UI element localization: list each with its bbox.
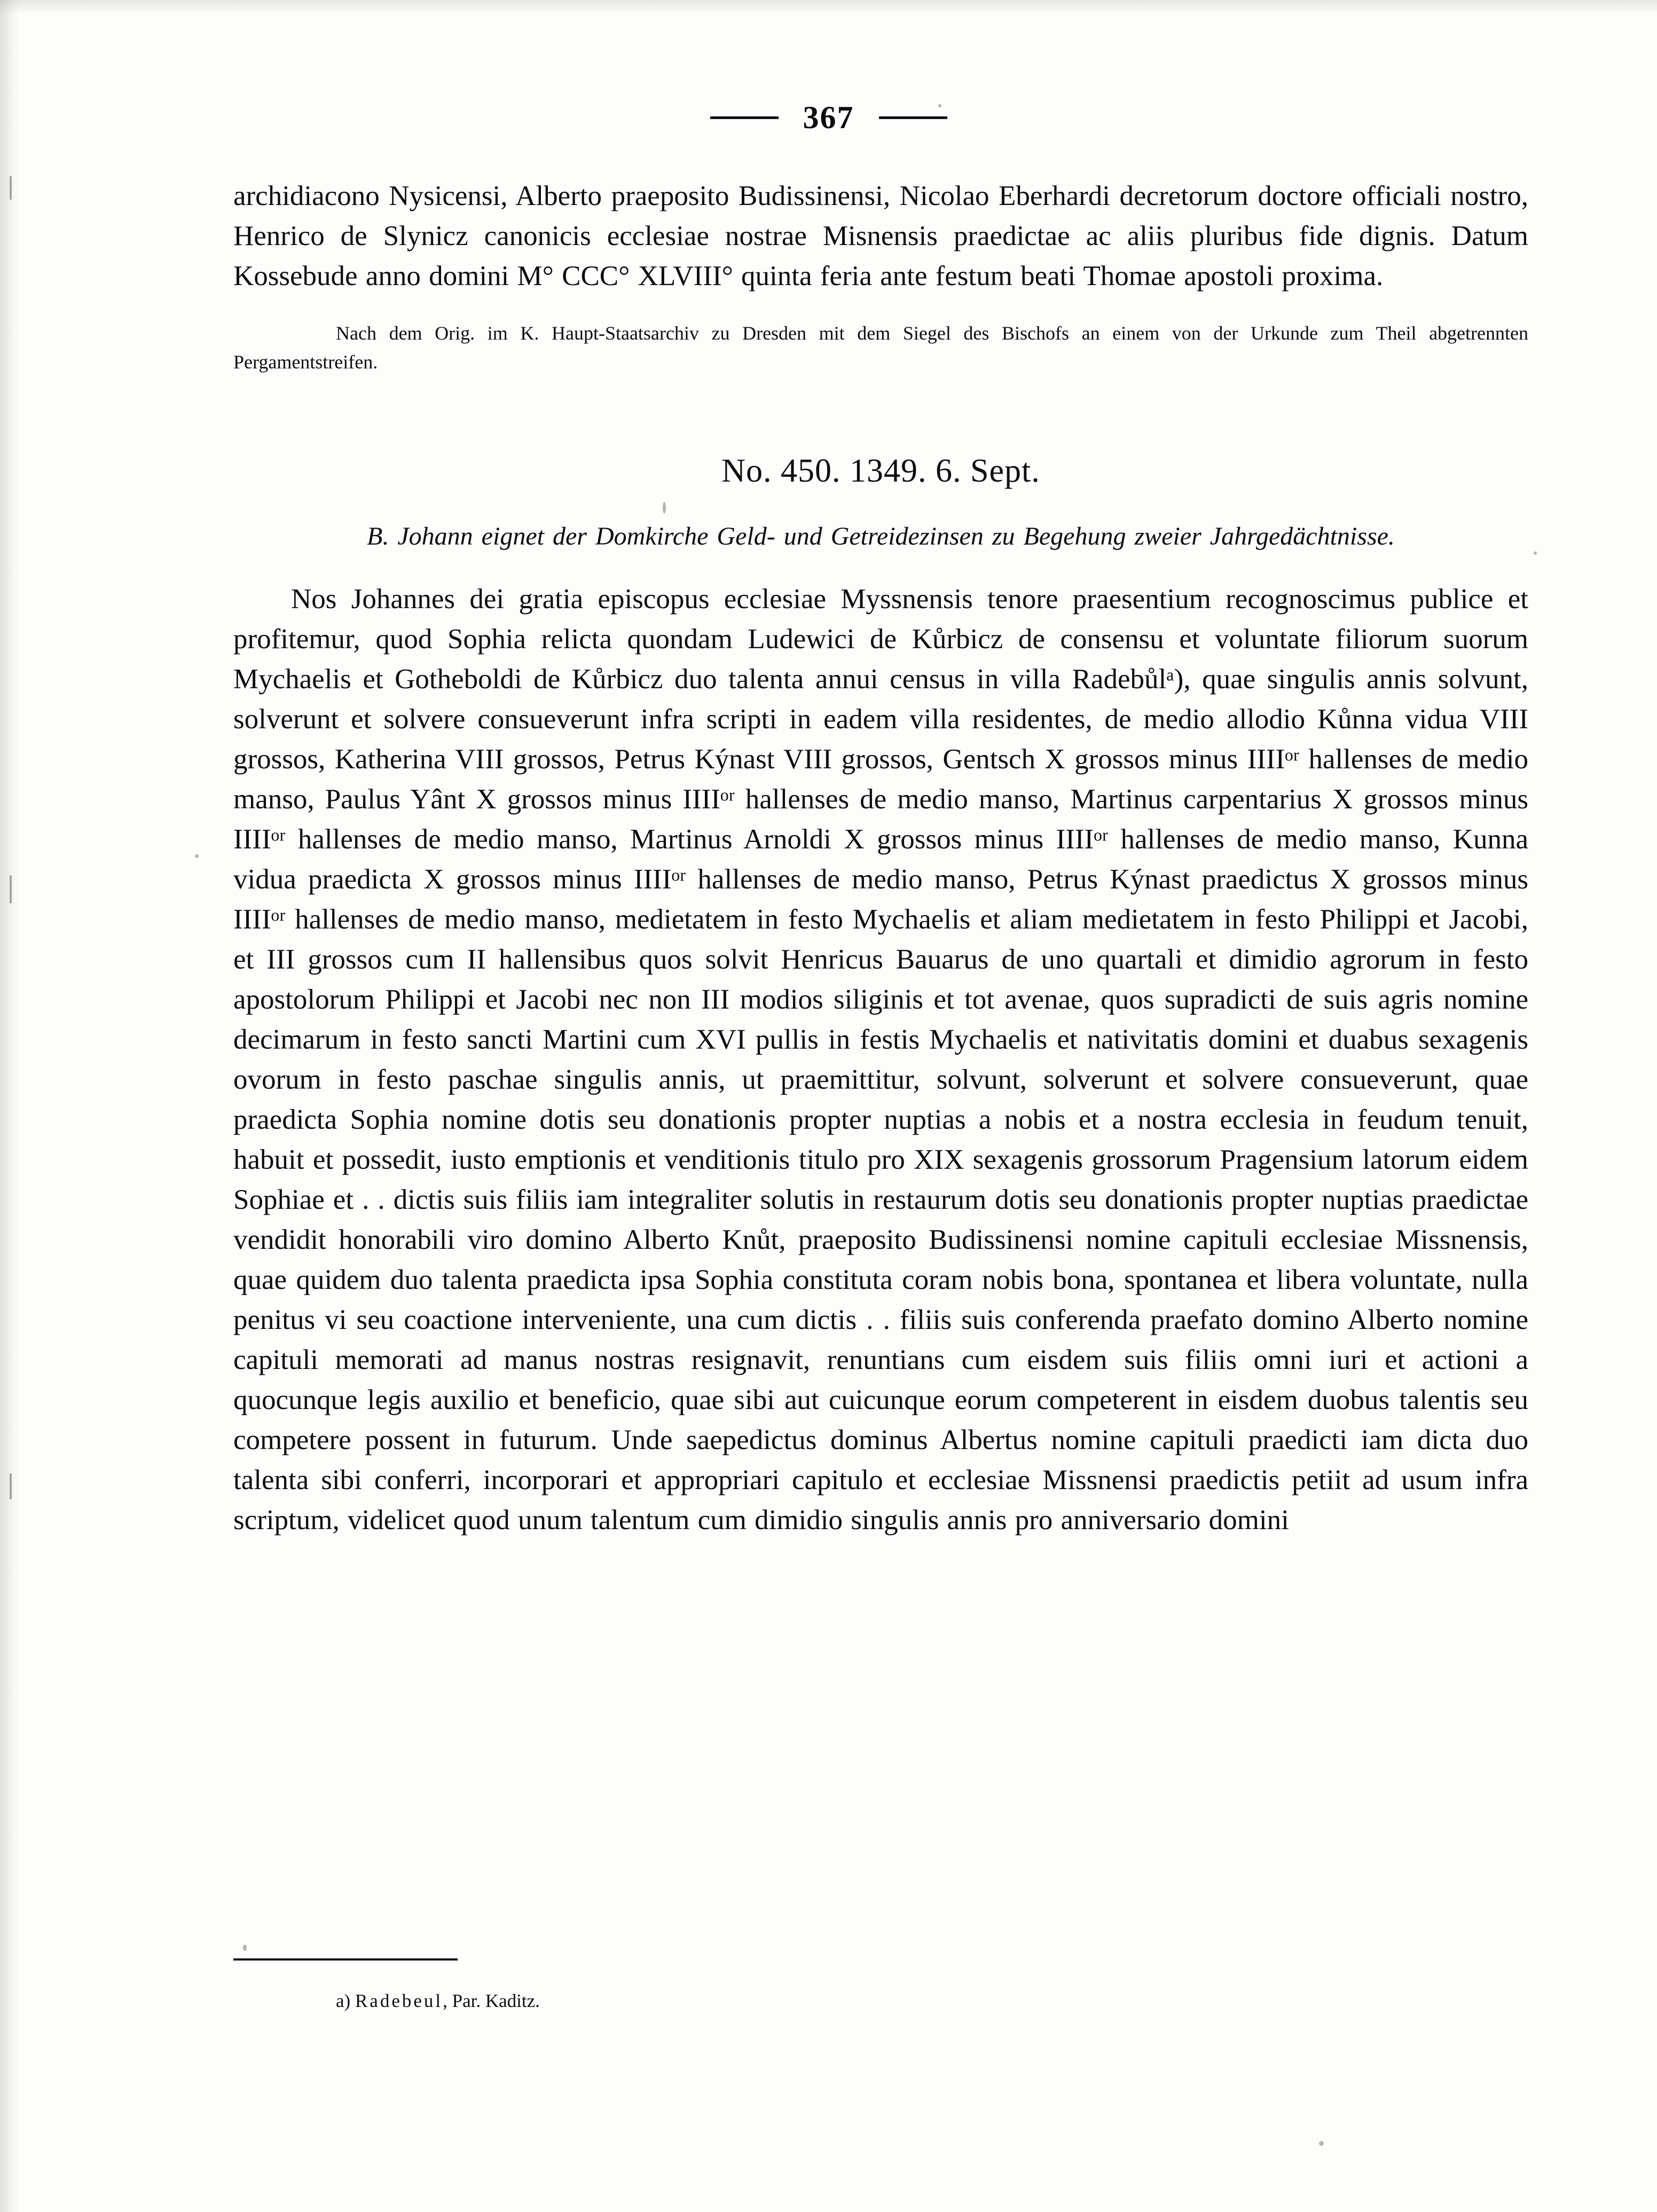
page-number: 367: [803, 100, 854, 135]
margin-tick: [10, 876, 12, 903]
footnote-place: Radebeul: [355, 1990, 443, 2011]
scan-speck: [195, 854, 199, 858]
footnote-rest: , Par. Kaditz.: [443, 1990, 540, 2011]
footnote-area: [233, 1958, 1528, 2014]
document-body: Nos Johannes dei gratia episcopus ecclesiae Myssnensis tenore praesentium recognoscimus publice et profitemur, quod Sophia relicta quondam Ludewici de Kůrbicz de consensu et voluntate filiorum suorum Mychaelis et Gotheboldi de Kůrbicz duo talenta annui census in villa Radebůlᵃ), quae singulis annis solvunt, solverunt et solvere consueverunt infra scripti in eadem villa residentes, de medio allodio Kůnna vidua VIII grossos, Katherina VIII grossos, Petrus Kýnast VIII grossos, Gentsch X grossos minus IIIIᵒʳ hallenses de medio manso, Paulus Yânt X grossos minus IIIIᵒʳ hallenses de medio manso, Martinus carpentarius X grossos minus IIIIᵒʳ hallenses de medio manso, Martinus Arnoldi X grossos minus IIIIᵒʳ hallenses de medio manso, Kunna vidua praedicta X grossos minus IIIIᵒʳ hallenses de medio manso, Petrus Kýnast praedictus X grossos minus IIIIᵒʳ hallenses de medio manso, medietatem in festo Mychaelis et aliam medietatem in festo Philippi et Jacobi, et III grossos cum II hallensibus quos solvit Henricus Bauarus de uno quartali et dimidio agrorum in festo apostolorum Philippi et Jacobi nec non III modios siliginis et tot avenae, quos supradicti de suis agris nomine decimarum in festo sancti Martini cum XVI pullis in festis Mychaelis et nativitatis domini et duabus sexagenis ovorum in festo paschae singulis annis, ut praemittitur, solvunt, solverunt et solvere consueverunt, quae praedicta Sophia nomine dotis seu donationis propter nuptias a nobis et a nostra ecclesia in feudum tenuit, habuit et possedit, iusto emptionis et venditionis titulo pro XIX sexagenis grossorum Pragensium latorum eidem Sophiae et . . dictis suis filiis iam integraliter solutis in restaurum dotis seu donationis propter nuptias praedictae vendidit honorabili viro domino Alberto Knůt, praeposito Budissinensi nomine capituli ecclesiae Missnensis, quae quidem duo talenta praedicta ipsa Sophia constituta coram nobis bona, spontanea et libera voluntate, nulla penitus vi seu coactione interveniente, una cum dictis . . filiis suis conferenda praefato domino Alberto nomine capituli memorati ad manus nostras resignavit, renuntians cum eisdem suis filiis omni iuri et actioni a quocunque legis auxilio et beneficio, quae sibi aut cuicunque eorum competerent in eisdem duobus talentis seu competere possent in futurum. Unde saepedictus dominus Albertus nomine capituli praedicti iam dicta duo talenta sibi conferri, incorporari et appropriari capitulo et ecclesiae Missnensi praedictis petiit ad usum infra scriptum, videlicet quod unum talentum cum dimidio singulis annis pro anniversario domini: [233, 584, 1528, 1536]
scan-speck: [1319, 2141, 1324, 2146]
source-note: Nach dem Orig. im K. Haupt-Staatsarchiv zu Dresden mit dem Siegel des Bischofs an einem von der Urkunde zum Theil abgetrennten Pergamentstreifen.: [233, 322, 1528, 373]
document-heading: No. 450. 1349. 6. Sept.: [721, 453, 1040, 489]
footnote-rule: [233, 1958, 458, 1961]
scan-speck: [243, 1945, 247, 1951]
scan-speck: [1534, 552, 1537, 555]
margin-tick: [10, 1474, 12, 1499]
scan-edge-shadow-left: [0, 0, 18, 2212]
running-head: [0, 101, 1657, 133]
head-rule-right: [879, 116, 947, 119]
head-rule-left: [710, 116, 779, 119]
scan-edge-shadow-top: [0, 0, 1657, 14]
text-column: [233, 176, 1528, 1540]
margin-tick: [10, 176, 12, 200]
footnote: [233, 1988, 1528, 2014]
footnote-marker: a): [336, 1990, 351, 2011]
continued-paragraph: archidiacono Nysicensi, Alberto praeposito Budissinensi, Nicolao Eberhardi decretorum doctore officiali nostro, Henrico de Slynicz canonicis ecclesiae nostrae Misnensis praedictae ac aliis pluribus fide dignis. Datum Kossebude anno domini M° CCC° XLVIII° quinta feria ante festum beati Thomae apostoli proxima.: [233, 180, 1528, 292]
document-subtitle: B. Johann eignet der Domkirche Geld- und Getreidezinsen zu Begehung zweier Jahrgedächtnisse.: [367, 522, 1395, 551]
